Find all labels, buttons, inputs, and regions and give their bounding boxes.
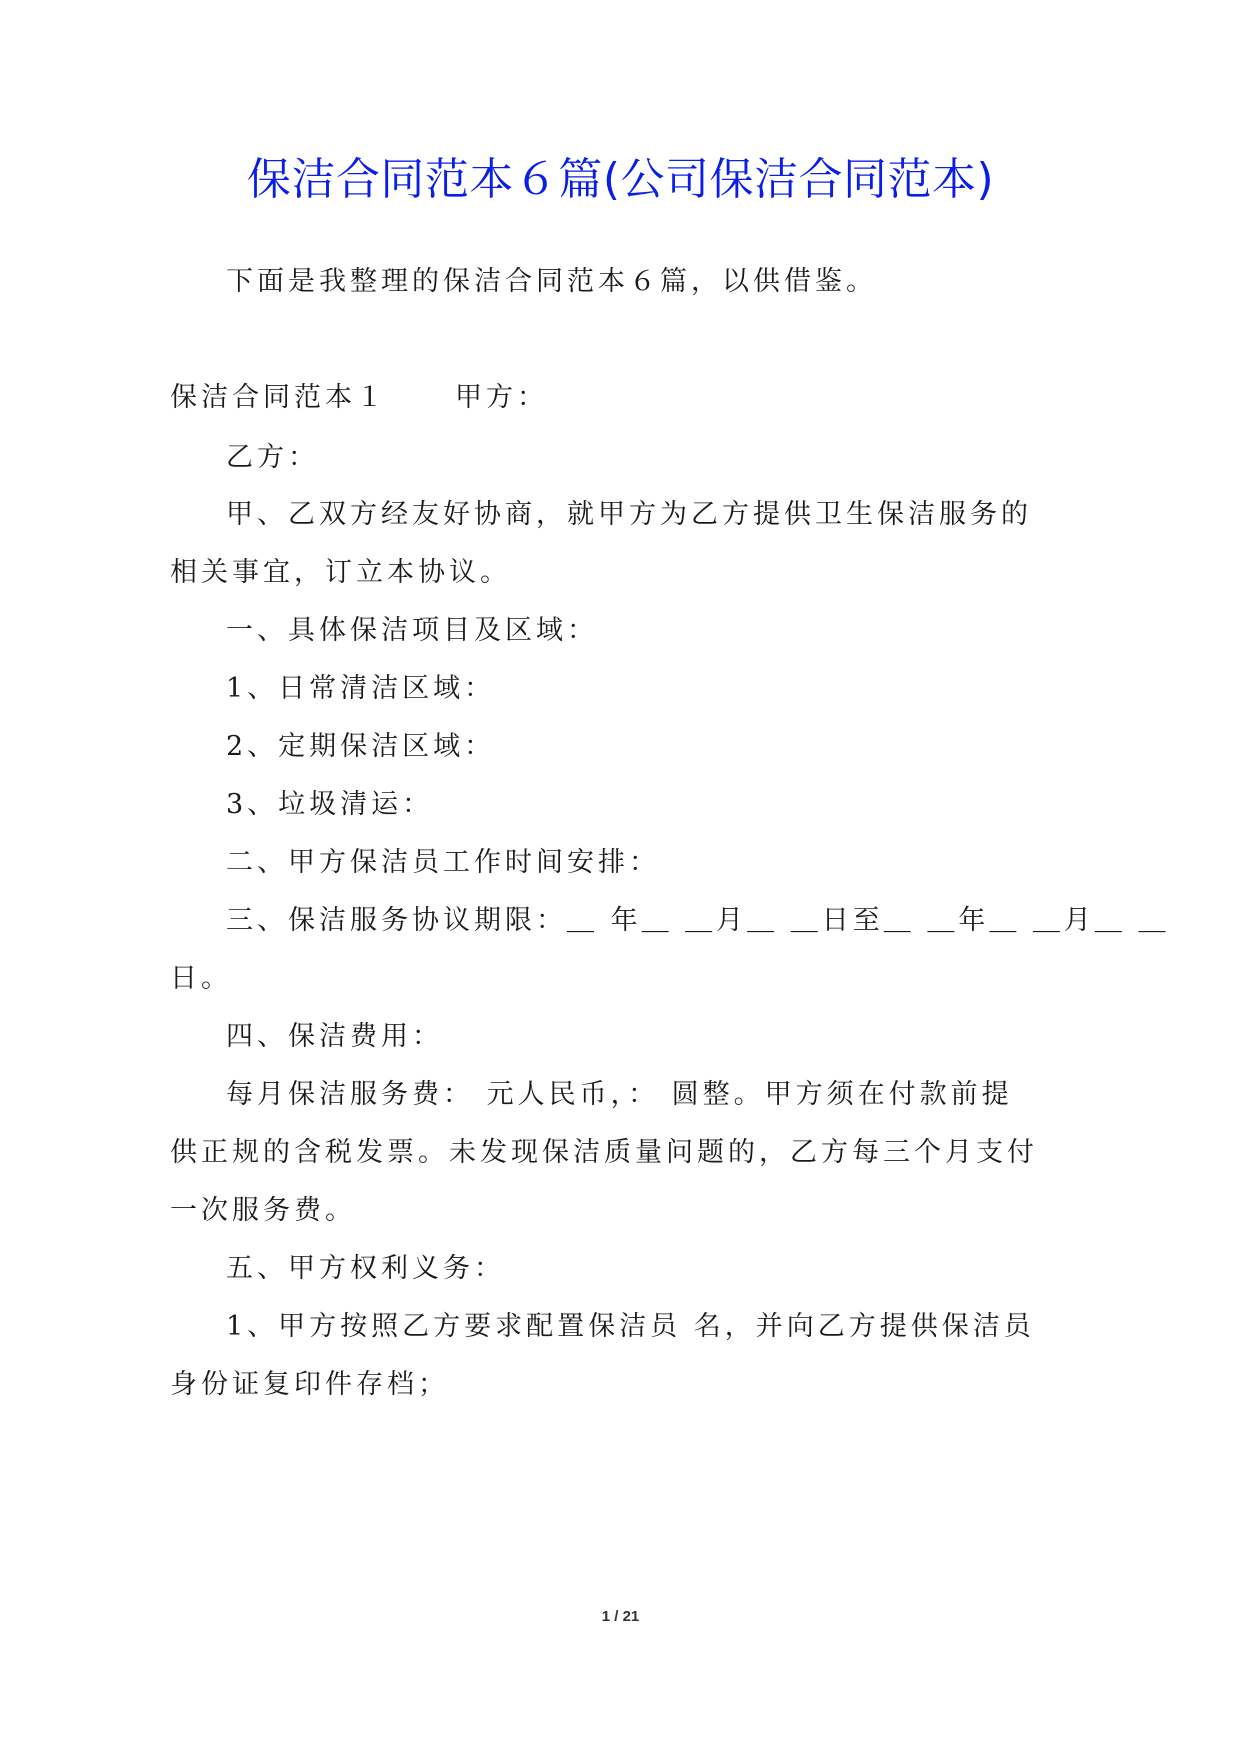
party-b-label: 乙方： xyxy=(226,442,319,473)
document-title: 保洁合同范本６篇(公司保洁合同范本) xyxy=(246,154,995,205)
section-4-heading: 四、保洁费用： xyxy=(226,1021,443,1052)
agreement-paragraph-line-2: 相关事宜，订立本协议。 xyxy=(170,557,511,588)
section-1-item-3: 3、垃圾清运： xyxy=(226,789,434,820)
section-5-heading: 五、甲方权利义务： xyxy=(226,1253,505,1284)
agreement-paragraph-line-1: 甲、乙双方经友好协商，就甲方为乙方提供卫生保洁服务的 xyxy=(226,499,1032,530)
fee-paragraph-line-1: 每月保洁服务费： 元人民币，： 圆整。甲方须在付款前提 xyxy=(226,1079,1013,1110)
sample-heading: 保洁合同范本１ xyxy=(170,382,387,413)
section-1-heading: 一、具体保洁项目及区域： xyxy=(226,615,598,646)
page-number: 1 / 21 xyxy=(601,1608,640,1625)
party-a-label: 甲方： xyxy=(455,382,548,413)
sample-heading-row xyxy=(170,378,548,418)
section-2-heading: 二、甲方保洁员工作时间安排： xyxy=(226,847,660,878)
intro-paragraph: 下面是我整理的保洁合同范本６篇，以供借鉴。 xyxy=(226,266,877,297)
section-3-line-1: 三、保洁服务协议期限：＿ 年＿ ＿月＿ ＿日至＿ ＿年＿ ＿月＿ ＿ xyxy=(226,905,1170,936)
duty-1-line-1: 1、甲方按照乙方要求配置保洁员 名，并向乙方提供保洁员 xyxy=(226,1311,1035,1342)
fee-paragraph-line-3: 一次服务费。 xyxy=(170,1195,356,1226)
fee-paragraph-line-2: 供正规的含税发票。未发现保洁质量问题的，乙方每三个月支付 xyxy=(170,1137,1038,1168)
section-1-item-1: 1、日常清洁区域： xyxy=(226,673,496,704)
section-1-item-2: 2、定期保洁区域： xyxy=(226,731,496,762)
section-3-line-2: 日。 xyxy=(170,963,232,994)
duty-1-line-2: 身份证复印件存档； xyxy=(170,1369,449,1400)
